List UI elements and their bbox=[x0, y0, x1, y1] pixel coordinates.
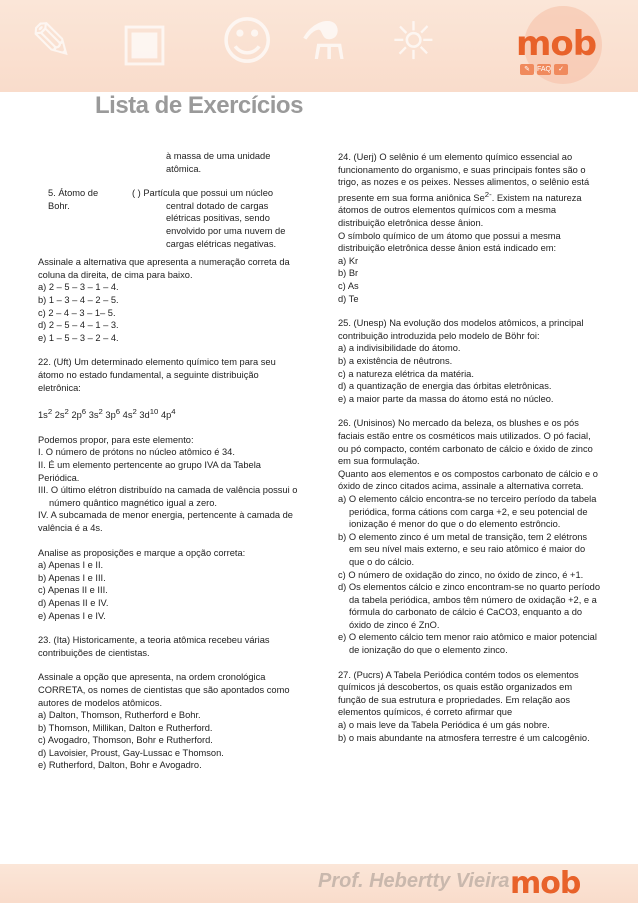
edit-badge-icon: ✎ bbox=[520, 64, 534, 75]
option: b) Thomson, Millikan, Dalton e Rutherford. bbox=[38, 722, 213, 733]
option: d) Os elementos cálcio e zinco encontram-se no quarto período da tabela periódica, ambos têm número de oxidação +2, e a fórmula do carbonato de cálcio é CaCO3, enquanto a do óxido de zinco é ZnO. bbox=[338, 582, 601, 630]
q24-stem: 24. (Uerj) O selênio é um elemento químico essencial ao funcionamento do organismo, e suas principais fontes são o trigo, as nozes e os peixes. Nesses alimentos, o selênio está presente em sua forma aniônica $Se^{2-}$. Existem na natureza átomos de outros elementos químicos com a mesma distribuição eletrônica desse ânion. bbox=[338, 152, 590, 229]
proposition: III. O último elétron distribuído na camada de valência possui o número quântico magnético igual a zero. bbox=[38, 485, 298, 508]
option: c) As bbox=[338, 281, 359, 292]
q25-stem: 25. (Unesp) Na evolução dos modelos atômicos, a principal contribuição introduzida pelo modelo de Böhr foi: bbox=[338, 318, 584, 341]
proposition: II. É um elemento pertencente ao grupo IVA da Tabela Periódica. bbox=[38, 460, 261, 483]
option: e) 1 – 5 – 3 – 2 – 4. bbox=[38, 332, 119, 343]
option: b) a existência de nêutrons. bbox=[338, 356, 453, 366]
flask-icon: ⚗ bbox=[300, 12, 347, 72]
proposition: I. O número de prótons no núcleo atômico é 34. bbox=[38, 447, 235, 458]
option: d) a quantização de energia das órbitas eletrônicas. bbox=[338, 381, 552, 392]
option: b) 1 – 3 – 4 – 2 – 5. bbox=[38, 294, 119, 305]
author-name: Prof. Hebertty Vieira bbox=[318, 870, 510, 892]
lightbulb-icon: ☼ bbox=[390, 12, 437, 72]
option: c) a natureza elétrica da matéria. bbox=[338, 368, 474, 379]
option: d) Te bbox=[338, 293, 359, 304]
option: e) Apenas I e IV. bbox=[38, 610, 106, 621]
option: c) Apenas II e III. bbox=[38, 585, 108, 596]
q23-stem: 23. (Ita) Historicamente, a teoria atômica recebeu várias contribuições de cientistas. bbox=[38, 635, 270, 658]
battery-icon: ▣ bbox=[120, 12, 170, 72]
mob-logo: mob ✎ FAQ ✓ bbox=[514, 6, 624, 86]
option: a) 2 – 5 – 3 – 1 – 4. bbox=[38, 282, 119, 293]
option: b) o mais abundante na atmosfera terrestre é um calcogênio. bbox=[338, 732, 590, 743]
option: e) a maior parte da massa do átomo está no núcleo. bbox=[338, 393, 554, 404]
footer-logo: mob bbox=[510, 866, 581, 901]
option: d) Apenas II e IV. bbox=[38, 597, 109, 608]
option: e) Rutherford, Dalton, Bohr e Avogadro. bbox=[38, 760, 202, 771]
q27-stem: 27. (Pucrs) A Tabela Periódica contém todos os elementos químicos já descobertos, os quais estão organizados em função de sua estrutura e propriedades. Em relação aos elementos químicos, é correto afirmar que bbox=[338, 669, 579, 718]
q26-stem: 26. (Unisinos) No mercado da beleza, os blushes e os pós faciais estão entre os cosméticos mais utilizados. O pó facial, ou pó compacto, contém carbonato de cálcio e óxido de zinco em sua formulação. bbox=[338, 418, 593, 467]
left-column: à massa de uma unidade atômica. 5. Átomo de Bohr. ( ) Partícula que possui um núcleo central dotado de cargas elétricas positivas, sendo envolvido por uma nuvem de cargas elétricas negativas. Assinale a alternativa que apresenta a numeração correta da coluna da direita, de cima para baixo. a) 2 – 5 – 3 – 1 – 4. b) 1 – 3 – 4 – 2 – 5. c) 2 – 4 – 3 – 1– 5. d) 2 – 5 – 4 – 1 – 3. e) 1 – 5 – 3 – 2 – 4. 22. (Uft) Um determinado elemento químico tem para seu átomo no estado fundamental, a seguinte distribuição eletrônica: $1s^2$ $2s^2$ $2p^6$ $3s^2$ $3p^6$ $4s^2$ $3d^{10}$ $4p^4$ Podemos propor, para este elemento: I. O número de prótons no núcleo atômico é 34. II. É um elemento pertencente ao grupo IVA da Tabela Periódica. III. O último elétron distribuído na camada de valência possui o número quântico magnético igual a zero. IV. A subcamada de menor energia, pertencente à camada de valência é a 4s. Analise as proposições e marque a opção correta: a) Apenas I e II. b) Apenas I e III. c) Apenas II e III. d) Apenas II e IV. e) Apenas I e IV. 23. (Ita) Historicamente, a teoria atômica recebeu várias contribuições de cientistas. Assinale a opção que apresenta, na ordem cronológica CORRETA, os nomes de cientistas que são apontados como autores de modelos atômicos. a) Dalton, Thomson, Rutherford e Bohr. b) Thomson, Millikan, Dalton e Rutherford. c) Avogadro, Thomson, Bohr e Rutherford. d) Lavoisier, Proust, Gay-Lussac e Thomson. e) Rutherford, Dalton, Bohr e Avogadro. bbox=[38, 150, 300, 772]
page-title: Lista de Exercícios bbox=[95, 92, 303, 119]
option: b) Br bbox=[338, 268, 359, 279]
option: b) O elemento zinco é um metal de transição, tem 2 elétrons em seu nível mais externo, e seu raio atômico é maior do que o do cálcio. bbox=[338, 531, 588, 567]
q22-stem: 22. (Uft) Um determinado elemento químico tem para seu átomo no estado fundamental, a seguinte distribuição eletrônica: bbox=[38, 357, 276, 393]
option: a) O elemento cálcio encontra-se no terceiro período da tabela periódica, forma cátions com carga +2, e seu potencial de ionização é menor do que o do elemento estrôncio. bbox=[338, 493, 597, 530]
electron-config: $1s^2$ $2s^2$ $2p^6$ $3s^2$ $3p^6$ $4s^2$ $3d^{10}$ $4p^4$ bbox=[38, 407, 176, 421]
check-badge-icon: ✓ bbox=[554, 64, 568, 75]
faq-badge-icon: FAQ bbox=[537, 66, 552, 73]
option: d) 2 – 5 – 4 – 1 – 3. bbox=[38, 320, 119, 331]
option: a) a indivisibilidade do átomo. bbox=[338, 343, 461, 354]
q21-stem: Assinale a alternativa que apresenta a numeração correta da coluna da direita, de cima para baixo. bbox=[38, 257, 290, 280]
option: d) Lavoisier, Proust, Gay-Lussac e Thomson. bbox=[38, 747, 224, 758]
option: a) Apenas I e II. bbox=[38, 560, 104, 571]
page-header bbox=[0, 0, 638, 92]
page-footer bbox=[0, 864, 638, 903]
option: c) 2 – 4 – 3 – 1– 5. bbox=[38, 307, 116, 318]
person-icon: ☺ bbox=[220, 12, 275, 72]
right-column: 24. (Uerj) O selênio é um elemento químico essencial ao funcionamento do organismo, e suas principais fontes são o trigo, as nozes e os peixes. Nesses alimentos, o selênio está presente em sua forma aniônica $Se^{2-}$. Existem na natureza átomos de outros elementos químicos com a mesma distribuição eletrônica desse ânion. O símbolo químico de um átomo que possui a mesma distribuição eletrônica desse ânion está indicado em: a) Kr b) Br c) As d) Te 25. (Unesp) Na evolução dos modelos atômicos, a principal contribuição introduzida pelo modelo de Böhr foi: a) a indivisibilidade do átomo. b) a existência de nêutrons. c) a natureza elétrica da matéria. d) a quantização de energia das órbitas eletrônicas. e) a maior parte da massa do átomo está no núcleo. 26. (Unisinos) No mercado da beleza, os blushes e os pós faciais estão entre os cosméticos mais utilizados. O pó facial, ou pó compacto, contém carbonato de cálcio e óxido de zinco em sua formulação. Quanto aos elementos e os compostos carbonato de cálcio e o óxido de zinco citados acima, assinale a alternativa correta. a) O elemento cálcio encontra-se no terceiro período da tabela periódica, forma cátions com carga +2, e seu potencial de ionização é menor do que o do elemento estrôncio. b) O elemento zinco é um metal de transição, tem 2 elétrons em seu nível mais externo, e seu raio atômico é maior do que o do cálcio. c) O número de oxidação do zinco, no óxido de zinco, é +1. d) Os elementos cálcio e zinco encontram-se no quarto período da tabela periódica, ambos têm número de oxidação +2, e a fórmula do carbonato de cálcio é CaCO3, enquanto a do óxido de zinco é ZnO. e) O elemento cálcio tem menor raio atômico e maior potencial de ionização do que o elemento zinco. 27. (Pucrs) A Tabela Periódica contém todos os elementos químicos já descobertos, os quais estão organizados em função de sua estrutura e propriedades. Em relação aos elementos químicos, é correto afirmar que a) o mais leve da Tabela Periódica é um gás nobre. b) o mais abundante na atmosfera terrestre é um calcogênio. bbox=[338, 152, 601, 743]
option: a) Dalton, Thomson, Rutherford e Bohr. bbox=[38, 710, 201, 721]
option: a) Kr bbox=[338, 255, 359, 266]
option: a) o mais leve da Tabela Periódica é um gás nobre. bbox=[338, 720, 550, 731]
proposition: IV. A subcamada de menor energia, pertencente à camada de valência é a 4s. bbox=[38, 510, 293, 533]
assoc-item-5: 5. Átomo de Bohr. ( ) Partícula que possui um núcleo central dotado de cargas elétricas positivas, sendo envolvido por uma nuvem de cargas elétricas negativas. bbox=[48, 188, 286, 249]
option: e) O elemento cálcio tem menor raio atômico e maior potencial de ionização do que o elemento zinco. bbox=[338, 632, 597, 656]
option: c) Avogadro, Thomson, Bohr e Rutherford. bbox=[38, 735, 213, 746]
option: c) O número de oxidação do zinco, no óxido de zinco, é +1. bbox=[338, 569, 584, 580]
pencil-icon: ✎ bbox=[30, 12, 74, 72]
option: b) Apenas I e III. bbox=[38, 572, 106, 583]
